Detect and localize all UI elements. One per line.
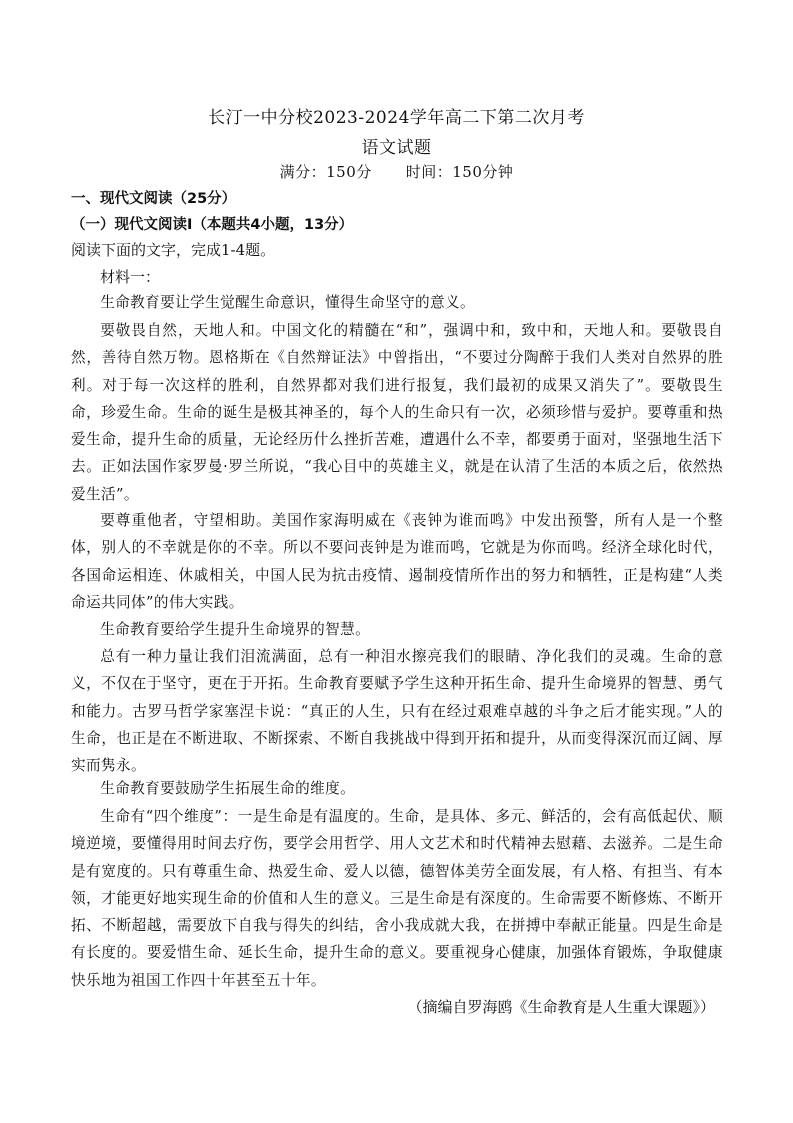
paragraph-7: 生命有“四个维度”：一是生命是有温度的。生命，是具体、多元、鲜活的，会有高低起伏、顺境逆境，要懂得用时间去疗伤，要学会用哲学、用人文艺术和时代精神去慰藉、去滋养。二是生命是有宽度的。只有尊重生命、热爱生命、爱人以德，德智体美劳全面发展，有人格、有担当、有本领，才能更好地实现生命的价值和人生的意义。三是生命是有深度的。生命需要不断修炼、不断开拓、不断超越，需要放下自我与得失的纠结，舍小我成就大我，在拼搏中奉献正能量。四是生命是有长度的。要爱惜生命、延长生命，提升生命的意义。要重视身心健康，加强体育锻炼，争取健康快乐地为祖国工作四十年甚至五十年。 xyxy=(71,808,723,989)
paragraph-3: 要尊重他者，守望相助。美国作家海明威在《丧钟为谁而鸣》中发出预警，所有人是一个整体，别人的不幸就是你的不幸。所以不要问丧钟是为谁而鸣，它就是为你而鸣。经济全球化时代，各国命运相连、休戚相关，中国人民为抗击疫情、遏制疫情所作出的努力和牺牲，正是构建“人类命运共同体”的伟大实践。 xyxy=(71,512,723,611)
exam-time: 时间：150分钟 xyxy=(405,163,514,181)
paragraph-6: 生命教育要鼓励学生拓展生命的维度。 xyxy=(100,780,356,797)
instruction-text: 阅读下面的文字，完成1-4题。 xyxy=(71,241,276,259)
source-citation: （摘编自罗海鸥《生命教育是人生重大课题》） xyxy=(407,998,715,1016)
material-label: 材料一： xyxy=(100,268,161,286)
subject-title: 语文试题 xyxy=(361,138,432,158)
paragraph-1: 生命教育要让学生觉醒生命意识，懂得生命坚守的意义。 xyxy=(100,294,476,311)
paragraph-4: 生命教育要给学生提升生命境界的智慧。 xyxy=(100,621,371,638)
section-subheading: （一）现代文阅读Ⅰ（本题共4小题，13分） xyxy=(71,217,354,233)
paragraph-2: 要敬畏自然，天地人和。中国文化的精髓在“和”，强调中和，致中和，天地人和。要敬畏自然，善待自然万物。恩格斯在《自然辩证法》中曾指出，“不要过分陶醉于我们人类对自然界的胜利。对于每一次这样的胜利，自然界都对我们进行报复，我们最初的成果又消失了”。要敬畏生命，珍爱生命。生命的诞生是极其神圣的，每个人的生命只有一次，必须珍惜与爱护。要尊重和热爱生命，提升生命的质量，无论经历什么挫折苦难，遭遇什么不幸，都要勇于面对，坚强地生活下去。正如法国作家罗曼·罗兰所说，“我心目中的英雄主义，就是在认清了生活的本质之后，依然热爱生活”。 xyxy=(71,322,723,503)
paragraph-5: 总有一种力量让我们泪流满面，总有一种泪水擦亮我们的眼睛、净化我们的灵魂。生命的意义，不仅在于坚守，更在于开拓。生命教育要赋予学生这种开拓生命、提升生命境界的智慧、勇气和能力。古罗马哲学家塞涅卡说：“真正的人生，只有在经过艰难卓越的斗争之后才能实现。”人的生命，也正是在不断进取、不断探索、不断自我挑战中得到开拓和提升，从而变得深沉而辽阔、厚实而隽永。 xyxy=(71,648,723,775)
exam-meta xyxy=(0,161,793,182)
exam-title: 长汀一中分校2023-2024学年高二下第二次月考 xyxy=(208,108,585,128)
full-score: 满分：150分 xyxy=(279,163,372,181)
section-heading: 一、现代文阅读（25分） xyxy=(71,191,237,207)
